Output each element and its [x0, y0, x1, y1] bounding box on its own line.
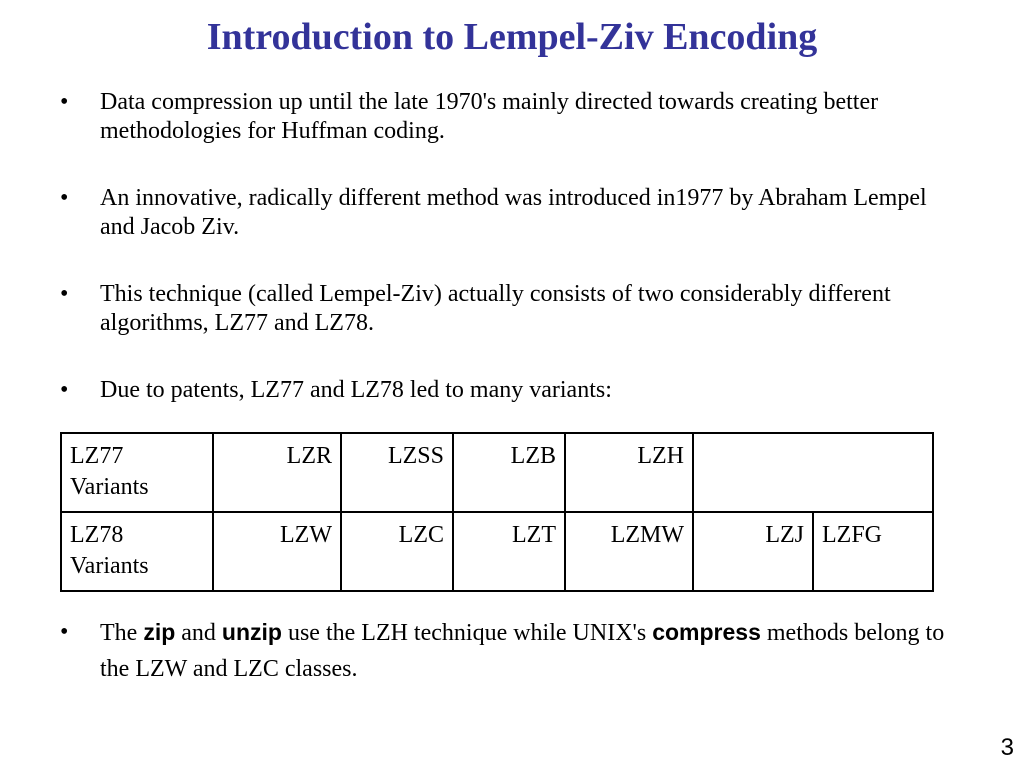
keyword-compress: compress [652, 619, 761, 645]
bullet-text: Due to patents, LZ77 and LZ78 led to many variants: [100, 377, 612, 403]
row-label-line: LZ78 [70, 522, 124, 548]
row-label-line: Variants [70, 553, 149, 579]
table-cell: LZB [453, 433, 565, 512]
keyword-zip: zip [143, 619, 176, 645]
table-cell: LZC [341, 512, 453, 591]
bullet-marker: • [60, 185, 69, 211]
keyword-unzip: unzip [221, 619, 282, 645]
variants-table [60, 432, 934, 592]
table-cell: LZT [453, 512, 565, 591]
text-fragment: methods belong to the LZW and LZC classes. [100, 620, 945, 682]
table-row-lz78 [61, 512, 933, 591]
table-cell [813, 433, 933, 512]
table-cell [693, 433, 813, 512]
bullet-marker: • [60, 281, 69, 307]
bullet-marker: • [60, 377, 69, 403]
table-row-lz77 [61, 433, 933, 512]
slide-title: Introduction to Lempel-Ziv Encoding [206, 16, 818, 58]
table-cell: LZW [213, 512, 341, 591]
bullet-marker: • [60, 89, 69, 115]
bullet-text [100, 614, 960, 687]
bullet-text: This technique (called Lempel-Ziv) actually consists of two considerably different algorithms, LZ77 and LZ78. [100, 281, 891, 336]
table-cell: LZMW [565, 512, 693, 591]
table-cell: LZSS [341, 433, 453, 512]
text-fragment: and [175, 620, 222, 646]
text-fragment: use the LZH technique while UNIX's [281, 620, 653, 646]
row-label-lz77 [61, 433, 213, 512]
table-cell: LZH [565, 433, 693, 512]
row-label-line: Variants [70, 474, 149, 500]
row-label-lz78 [61, 512, 213, 591]
bullet-marker: • [60, 619, 69, 645]
table-cell: LZJ [693, 512, 813, 591]
table-cell: LZFG [813, 512, 933, 591]
table-cell: LZR [213, 433, 341, 512]
bullet-text: An innovative, radically different method was introduced in1977 by Abraham Lempel and Jacob Ziv. [100, 185, 927, 240]
page-number: 3 [1000, 734, 1014, 761]
text-fragment: The [100, 620, 144, 646]
bullet-text: Data compression up until the late 1970's mainly directed towards creating better methodologies for Huffman coding. [100, 89, 879, 144]
row-label-line: LZ77 [70, 443, 124, 469]
